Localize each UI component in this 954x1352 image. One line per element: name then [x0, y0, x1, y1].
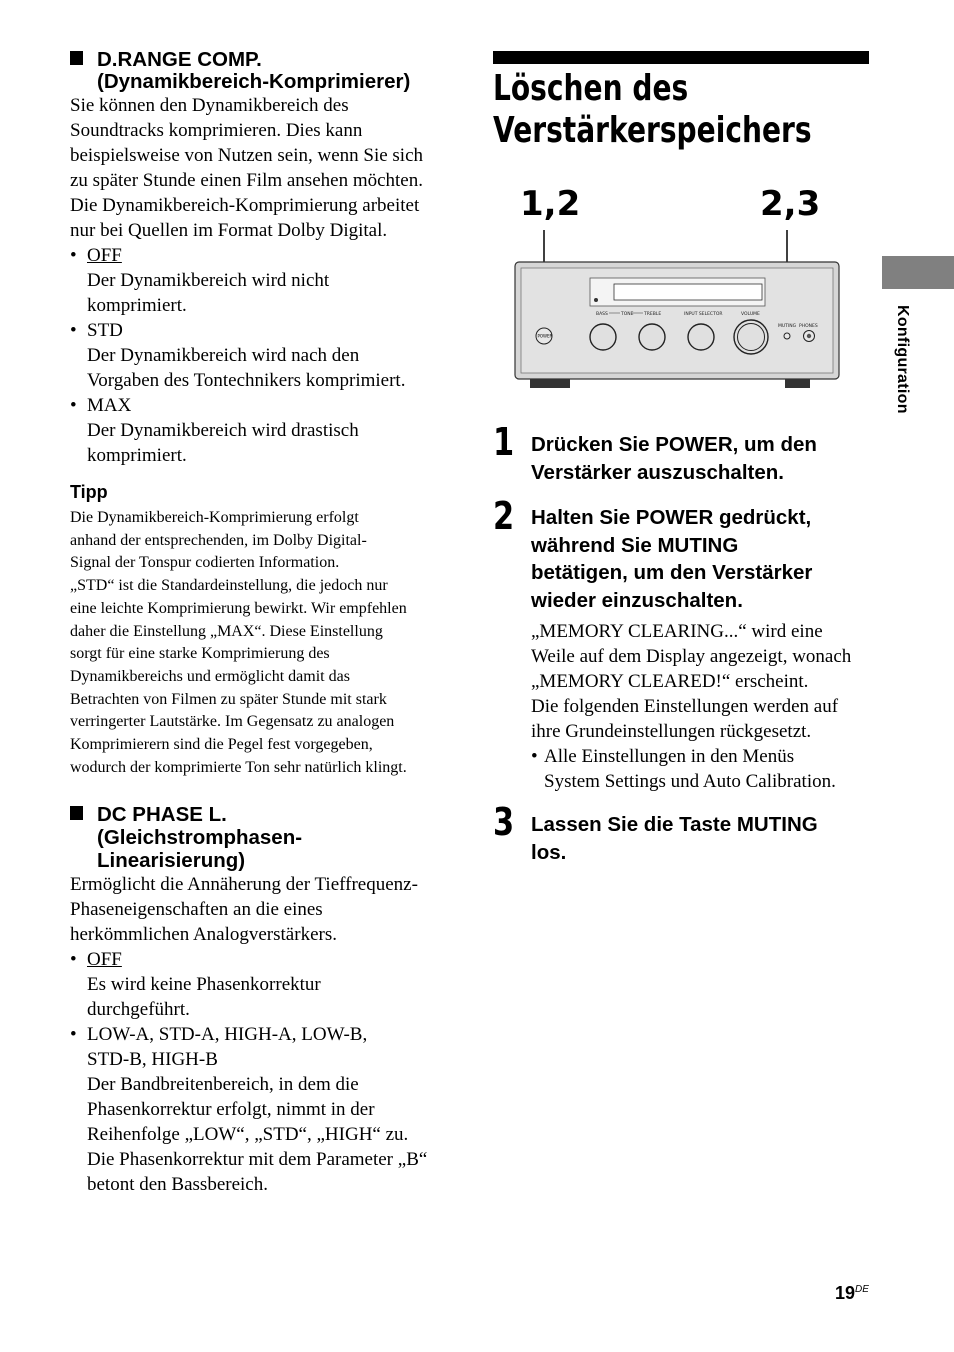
tip-line: anhand der entsprechenden, im Dolby Digital- — [70, 531, 367, 549]
dcphase-option-off: • OFF — [70, 947, 427, 972]
square-bullet-icon — [70, 806, 83, 820]
phones-label: PHONES — [799, 324, 818, 329]
step2-text — [531, 504, 812, 614]
drange-intro-line: Die Dynamikbereich-Komprimierung arbeitet — [70, 195, 420, 216]
power-label: POWER — [537, 333, 553, 339]
drange-max-desc: komprimiert. — [87, 445, 187, 466]
callout-right: 2,3 — [760, 184, 821, 224]
amplifier-figure — [510, 180, 845, 395]
drange-max-desc: Der Dynamikbereich wird drastisch — [87, 420, 359, 441]
drange-heading-line2: (Dynamikbereich-Komprimierer) — [97, 70, 411, 93]
input-selector-label: INPUT SELECTOR — [684, 312, 723, 317]
volume-knob[interactable] — [734, 320, 768, 354]
step2-line: wieder einzuschalten. — [531, 588, 743, 612]
dcphase-opts-desc: Die Phasenkorrektur mit dem Parameter „B“ — [87, 1149, 428, 1170]
step2-line: während Sie MUTING — [531, 533, 739, 557]
tip-line: Dynamikbereichs und ermöglicht damit das — [70, 667, 350, 685]
step2-bullet-cont: System Settings und Auto Calibration. — [544, 771, 836, 792]
step2-body-line: Weile auf dem Display angezeigt, wonach — [531, 646, 852, 667]
step2-line: Halten Sie POWER gedrückt, — [531, 506, 812, 529]
step1-line: Drücken Sie POWER, um den — [531, 433, 817, 456]
tip-line: sorgt für eine starke Komprimierung des — [70, 645, 330, 663]
bass-label: BASS — [596, 312, 608, 317]
drange-std-desc: Vorgaben des Tontechnikers komprimiert. — [87, 370, 406, 391]
dcphase-heading-line1: DC PHASE L. — [97, 803, 227, 826]
drange-off-desc: komprimiert. — [87, 295, 187, 316]
drange-std-desc: Der Dynamikbereich wird nach den — [87, 345, 360, 366]
drange-intro-line: Sie können den Dynamikbereich des — [70, 95, 349, 116]
square-bullet-icon — [70, 51, 83, 65]
dcphase-off-desc: durchgeführt. — [87, 999, 190, 1020]
drange-option-off: • OFF — [70, 243, 423, 268]
volume-label: VOLUME — [741, 312, 760, 317]
dcphase-heading-line2: (Gleichstromphasen- — [97, 826, 303, 849]
dcphase-opts-desc: Phasenkorrektur erfolgt, nimmt in der — [87, 1099, 375, 1120]
section-tab — [882, 256, 954, 289]
input-selector-knob[interactable] — [688, 324, 714, 350]
dcphase-intro-line: Phaseneigenschaften an die eines — [70, 899, 323, 920]
tip-line: Komprimierern sind die Pegel fest vorgegeben, — [70, 736, 373, 754]
dcphase-intro-line: herkömmlichen Analogverstärkers. — [70, 924, 337, 945]
dcphase-opts-desc: betont den Bassbereich. — [87, 1174, 268, 1195]
step3-number: 3 — [493, 800, 515, 844]
indicator-led — [594, 298, 598, 302]
display-screen — [614, 284, 762, 300]
tip-line: daher die Einstellung „MAX“. Diese Einstellung — [70, 622, 383, 640]
drange-off-desc: Der Dynamikbereich wird nicht — [87, 270, 330, 291]
tip-line: eine leichte Komprimierung bewirkt. Wir empfehlen — [70, 599, 407, 617]
dcphase-opts-desc: Reihenfolge „LOW“, „STD“, „HIGH“ zu. — [87, 1124, 409, 1145]
tip-body — [70, 507, 407, 779]
step2-body — [531, 619, 851, 794]
step2-line: betätigen, um den Verstärker — [531, 561, 813, 584]
muting-label: MUTING — [778, 324, 797, 329]
step1-line: Verstärker auszuschalten. — [531, 460, 784, 484]
step2-body-line: „MEMORY CLEARING...“ wird eine — [531, 621, 823, 642]
drange-intro-line: nur bei Quellen im Format Dolby Digital. — [70, 220, 388, 241]
step2-body-line: ihre Grundeinstellungen rückgesetzt. — [531, 721, 812, 742]
step3-line: los. — [531, 840, 567, 864]
step1-number: 1 — [493, 420, 515, 464]
drange-heading-line1: D.RANGE COMP. — [97, 48, 262, 71]
phones-jack-hole — [807, 334, 811, 338]
drange-intro-line: zu später Stunde einen Film ansehen möchten. — [70, 170, 423, 191]
dcphase-intro-line: Ermöglicht die Annäherung der Tieffrequenz- — [70, 874, 418, 895]
step3-text — [531, 811, 818, 866]
dcphase-option-list: • LOW-A, STD-A, HIGH-A, LOW-B, — [70, 1022, 427, 1047]
tip-line: „STD“ ist die Standardeinstellung, die jedoch nur — [70, 577, 388, 595]
tip-heading: Tipp — [70, 482, 108, 502]
drange-option-std: • STD — [70, 318, 423, 343]
tip-line: Die Dynamikbereich-Komprimierung erfolgt — [70, 509, 359, 526]
page-title-line2: Verstärkerspeichers — [493, 110, 812, 151]
dcphase-body — [70, 872, 427, 1197]
callout-left: 1,2 — [520, 184, 581, 224]
drange-body — [70, 93, 423, 468]
title-rule — [493, 51, 869, 64]
drange-intro-line: Soundtracks komprimieren. Dies kann — [70, 120, 363, 141]
drange-intro-line: beispielsweise von Nutzen sein, wenn Sie sich — [70, 145, 424, 166]
treble-label: TREBLE — [644, 312, 662, 317]
dcphase-off-desc: Es wird keine Phasenkorrektur — [87, 974, 321, 995]
dcphase-opts-desc: Der Bandbreitenbereich, in dem die — [87, 1074, 359, 1095]
tone-label: TONE — [621, 312, 634, 317]
step2-number: 2 — [493, 494, 515, 538]
tip-line: Betrachten von Filmen zu später Stunde mit stark — [70, 690, 387, 708]
muting-button[interactable] — [784, 333, 790, 339]
step2-bullet: • Alle Einstellungen in den Menüs — [531, 744, 851, 769]
bass-knob[interactable] — [590, 324, 616, 350]
page-title — [493, 68, 812, 152]
dcphase-option-list: STD-B, HIGH-B — [87, 1049, 218, 1070]
tip-line: Signal der Tonspur codierten Information. — [70, 554, 340, 572]
dcphase-heading-line3: Linearisierung) — [97, 849, 246, 872]
treble-knob[interactable] — [639, 324, 665, 350]
step2-body-line: „MEMORY CLEARED!“ erscheint. — [531, 671, 809, 692]
page-title-line1: Löschen des — [493, 68, 689, 109]
step1-text — [531, 431, 817, 486]
section-label: Konfiguration — [894, 305, 911, 414]
page-number: 19DE — [835, 1283, 869, 1303]
step2-body-line: Die folgenden Einstellungen werden auf — [531, 696, 839, 717]
tip-line: wodurch der komprimierte Ton sehr natürlich klingt. — [70, 758, 407, 776]
step3-line: Lassen Sie die Taste MUTING — [531, 813, 818, 836]
drange-option-max: • MAX — [70, 393, 423, 418]
tip-line: verringerter Lautstärke. Im Gegensatz zu analogen — [70, 713, 395, 731]
